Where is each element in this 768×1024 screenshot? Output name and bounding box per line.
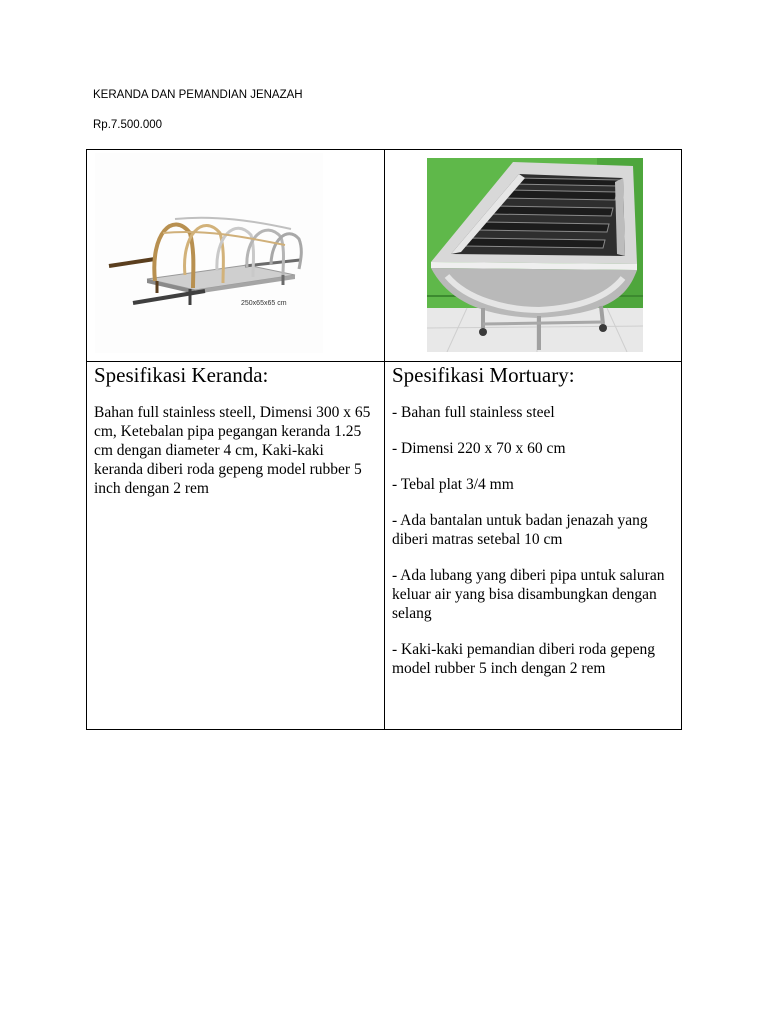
mortuary-image <box>427 158 643 352</box>
mortuary-spec-item: - Bahan full stainless steel <box>392 404 555 421</box>
mortuary-bathing-table-photo-icon <box>427 158 643 352</box>
mortuary-spec-item: - Ada bantalan untuk badan jenazah yang diberi matras setebal 10 cm <box>392 512 648 548</box>
mortuary-spec-item: - Dimensi 220 x 70 x 60 cm <box>392 440 566 457</box>
mortuary-spec-item: - Tebal plat 3/4 mm <box>392 476 514 493</box>
spec-table <box>86 149 682 730</box>
table-column-divider <box>384 150 385 729</box>
mortuary-spec-item: - Kaki-kaki pemandian diberi roda gepeng model rubber 5 inch dengan 2 rem <box>392 641 655 677</box>
mortuary-spec-heading: Spesifikasi Mortuary: <box>392 363 575 387</box>
keranda-dimension-caption: 250x65x65 cm <box>241 300 287 307</box>
mortuary-spec-item: - Ada lubang yang diberi pipa untuk saluran keluar air yang bisa disambungkan dengan selang <box>392 567 665 622</box>
keranda-image <box>95 153 323 353</box>
keranda-stretcher-photo-icon <box>95 153 323 353</box>
keranda-spec-description: Bahan full stainless steell, Dimensi 300 x 65 cm, Ketebalan pipa pegangan keranda 1.25 cm dengan diameter 4 cm, Kaki-kaki keranda diberi roda gepeng model rubber 5 inch dengan 2 rem <box>94 404 371 497</box>
table-row-divider <box>87 361 681 362</box>
document-price: Rp.7.500.000 <box>93 119 163 131</box>
document-title: KERANDA DAN PEMANDIAN JENAZAH <box>93 89 303 101</box>
keranda-spec-heading: Spesifikasi Keranda: <box>94 363 269 387</box>
mortuary-spec-list <box>392 403 672 695</box>
